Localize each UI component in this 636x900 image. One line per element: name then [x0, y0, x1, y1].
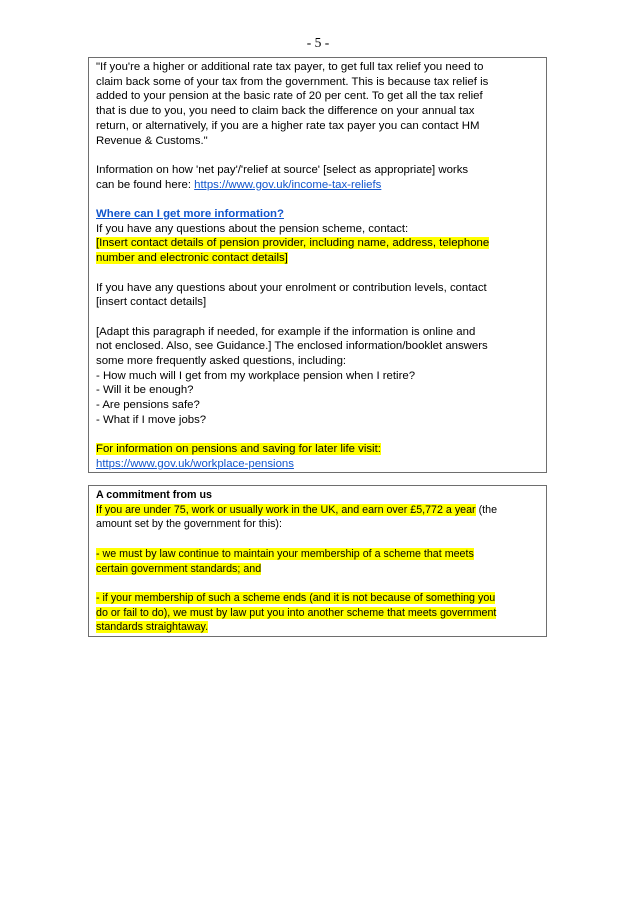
- text-run: Information on how 'net pay'/'relief at source' [select as appropriate] works: [96, 163, 469, 176]
- text-line: [96, 562, 540, 577]
- text-run: added to your pension at the basic rate of 20 per cent. To get all the tax relief: [96, 90, 483, 103]
- text-line: [96, 354, 540, 369]
- paragraph: [96, 442, 540, 471]
- text-line: [96, 236, 540, 251]
- paragraph: [96, 163, 540, 192]
- text-run: For information on pensions and saving for later life visit:: [96, 443, 381, 456]
- text-line: [96, 89, 540, 104]
- text-run: amount set by the government for this):: [96, 518, 282, 531]
- text-run: (the: [475, 503, 498, 516]
- text-run: that is due to you, you need to claim back the difference on your annual tax: [96, 105, 475, 118]
- text-line: [96, 413, 540, 428]
- text-line: [96, 325, 540, 340]
- text-run: [Insert contact details of pension provider, including name, address, telephone: [96, 237, 490, 250]
- text-line: [96, 591, 540, 606]
- text-run: do or fail to do), we must by law put you into another scheme that meets government: [96, 606, 497, 619]
- paragraph: [96, 60, 540, 148]
- text-line: [96, 104, 540, 119]
- paragraph: [96, 281, 540, 310]
- text-run: - we must by law continue to maintain your membership of a scheme that meets: [96, 547, 474, 560]
- text-run: "If you're a higher or additional rate tax payer, to get full tax relief you need to: [96, 61, 484, 73]
- text-run: number and electronic contact details]: [96, 252, 288, 265]
- paragraph: [96, 207, 540, 266]
- text-run: - if your membership of such a scheme ends (and it is not because of something you: [96, 591, 496, 604]
- text-line: [96, 488, 540, 503]
- text-run: If you are under 75, work or usually work in the UK, and earn over £5,772 a year: [96, 503, 476, 516]
- text-line: [96, 606, 540, 621]
- text-line: [96, 339, 540, 354]
- text-run: [Adapt this paragraph if needed, for example if the information is online and: [96, 325, 476, 338]
- page-number: - 5 -: [306, 35, 330, 50]
- text-run: - How much will I get from my workplace pension when I retire?: [96, 369, 416, 382]
- text-line: [96, 369, 540, 384]
- text-line: [96, 75, 540, 90]
- text-line: [96, 547, 540, 562]
- text-line: [96, 620, 540, 635]
- text-run: not enclosed. Also, see Guidance.] The enclosed information/booklet answers: [96, 340, 488, 353]
- text-run: - Are pensions safe?: [96, 399, 200, 412]
- text-run: can be found here:: [96, 178, 195, 191]
- text-line: [96, 134, 540, 149]
- text-run: certain government standards; and: [96, 562, 262, 575]
- text-run: Revenue & Customs.": [96, 134, 208, 147]
- text-run: If you have any questions about the pension scheme, contact:: [96, 222, 409, 235]
- link-income-tax-reliefs[interactable]: https://www.gov.uk/income-tax-reliefs: [194, 178, 382, 191]
- more-information-box: [88, 57, 547, 473]
- text-line: [96, 457, 540, 472]
- text-line: [96, 119, 540, 134]
- more-information-heading-link[interactable]: Where can I get more information?: [96, 208, 284, 220]
- commitment-box: [88, 485, 547, 637]
- text-run: [insert contact details]: [96, 296, 207, 309]
- text-run: claim back some of your tax from the government. This is because tax relief is: [96, 75, 489, 88]
- text-run: If you have any questions about your enrolment or contribution levels, contact: [96, 281, 487, 294]
- text-run: - Will it be enough?: [96, 384, 194, 397]
- paragraph: [96, 547, 540, 576]
- text-line: [96, 517, 540, 532]
- text-line: [96, 163, 540, 178]
- text-run: standards straightaway.: [96, 621, 209, 634]
- text-line: [96, 222, 540, 237]
- text-line: [96, 398, 540, 413]
- text-run: some more frequently asked questions, including:: [96, 355, 347, 367]
- link-workplace-pensions[interactable]: https://www.gov.uk/workplace-pensions: [96, 457, 294, 470]
- text-line: [96, 295, 540, 310]
- text-line: [96, 281, 540, 296]
- commitment-heading: A commitment from us: [96, 489, 212, 501]
- text-line: [96, 178, 540, 193]
- text-line: [96, 383, 540, 398]
- text-line: [96, 60, 540, 75]
- text-run: return, or alternatively, if you are a higher rate tax payer you can contact HM: [96, 119, 480, 132]
- text-run: - What if I move jobs?: [96, 413, 207, 426]
- text-line: [96, 503, 540, 518]
- paragraph: [96, 591, 540, 635]
- paragraph: [96, 325, 540, 428]
- paragraph: [96, 488, 540, 532]
- text-line: [96, 442, 540, 457]
- text-line: [96, 251, 540, 266]
- text-line: [96, 207, 540, 222]
